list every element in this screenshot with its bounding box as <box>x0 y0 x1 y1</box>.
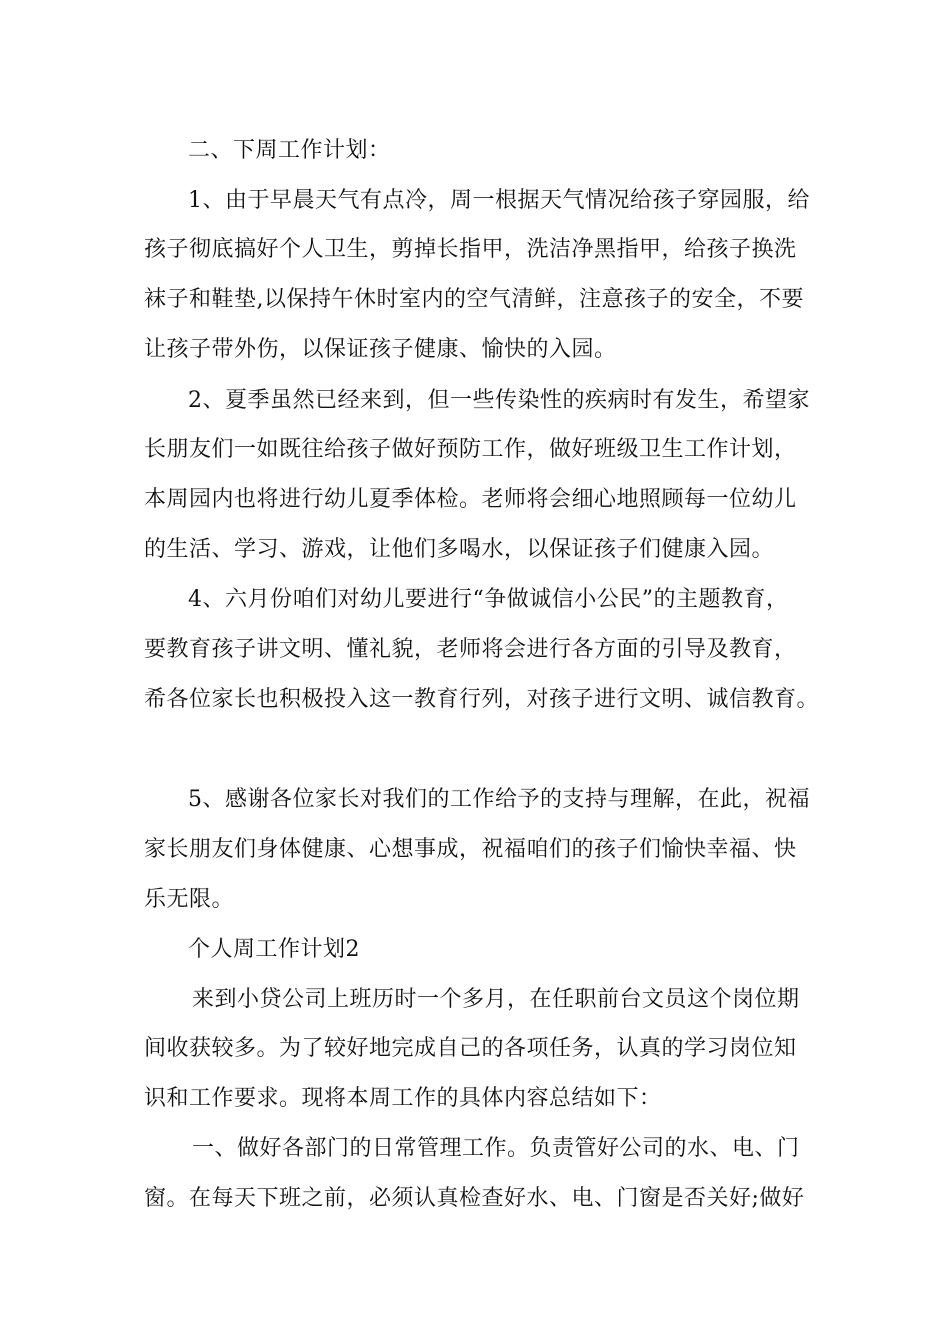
paragraph-line: 窗。在每天下班之前，必须认真检查好水、电、门窗是否关好;做好 <box>144 1186 805 1211</box>
paragraph-line: 2、夏季虽然已经来到，但一些传染性的疾病时有发生，希望家 <box>188 388 810 413</box>
paragraph-line: 让孩子带外伤，以保证孩子健康、愉快的入园。 <box>144 337 617 362</box>
paragraph-line: 孩子彻底搞好个人卫生，剪掉长指甲，洗洁净黑指甲，给孩子换洗 <box>144 237 797 262</box>
paragraph-line: 间收获较多。为了较好地完成自己的各项任务，认真的学习岗位知 <box>144 1036 797 1061</box>
paragraph-line: 长朋友们一如既往给孩子做好预防工作，做好班级卫生工作计划， <box>144 437 797 462</box>
section-heading: 二、下周工作计划： <box>188 138 391 163</box>
paragraph-line: 识和工作要求。现将本周工作的具体内容总结如下： <box>144 1086 662 1111</box>
paragraph-line: 4、六月份咱们对幼儿要进行“争做诚信小公民”的主题教育， <box>188 587 789 612</box>
paragraph-line: 本周园内也将进行幼儿夏季体检。老师将会细心地照顾每一位幼儿 <box>144 487 797 512</box>
paragraph-line: 1、由于早晨天气有点冷，周一根据天气情况给孩子穿园服，给 <box>188 188 810 213</box>
subtitle: 个人周工作计划2 <box>188 937 360 962</box>
paragraph-line: 5、感谢各位家长对我们的工作给予的支持与理解，在此，祝福 <box>188 787 810 812</box>
paragraph-line: 一、做好各部门的日常管理工作。负责管好公司的水、电、门 <box>192 1136 800 1161</box>
paragraph-line: 家长朋友们身体健康、心想事成，祝福咱们的孩子们愉快幸福、快 <box>144 837 797 862</box>
paragraph-line: 希各位家长也积极投入这一教育行列，对孩子进行文明、诚信教育。 <box>144 687 820 712</box>
paragraph-line: 袜子和鞋垫,以保持午休时室内的空气清鲜，注意孩子的安全，不要 <box>144 287 804 312</box>
paragraph-line: 乐无限。 <box>144 887 235 912</box>
paragraph-line: 要教育孩子讲文明、懂礼貌，老师将会进行各方面的引导及教育， <box>144 637 797 662</box>
paragraph-line: 的生活、学习、游戏，让他们多喝水，以保证孩子们健康入园。 <box>144 537 775 562</box>
paragraph-line: 来到小贷公司上班历时一个多月，在任职前台文员这个岗位期 <box>192 987 800 1012</box>
